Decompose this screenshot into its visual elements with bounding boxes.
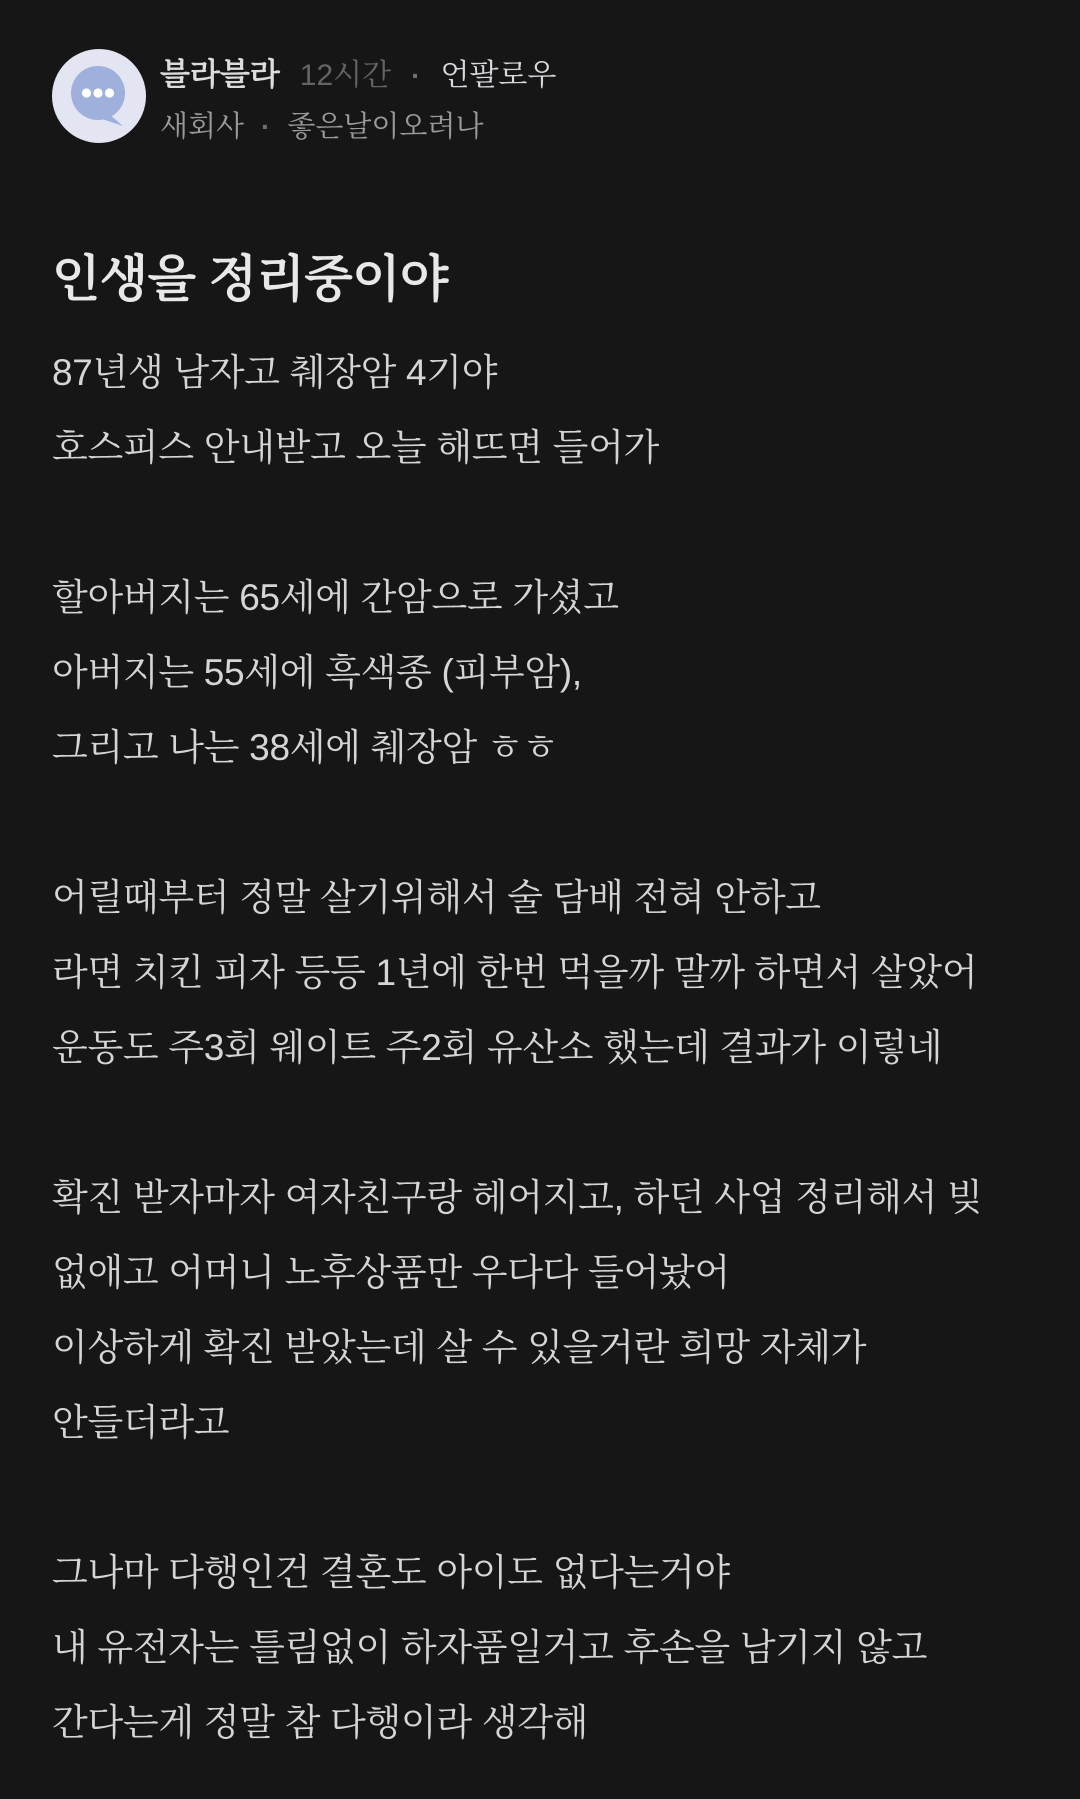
post-timestamp: 12시간: [299, 59, 392, 92]
post-body-line: 아버지는 55세에 흑색종 (피부암),: [52, 652, 582, 693]
post-body-line: 확진 받자마자 여자친구랑 헤어지고, 하던 사업 정리해서 빚: [52, 1177, 983, 1218]
post-body-line: 없애고 어머니 노후상품만 우다다 들어놨어: [52, 1252, 730, 1293]
company-name: 새회사: [160, 111, 245, 143]
post-body-line: [52, 485, 1040, 560]
post-body-line: 내 유전자는 틀림없이 하자품일거고 후손을 남기지 않고: [52, 1627, 928, 1668]
post-body-line: 어릴때부터 정말 살기위해서 술 담배 전혀 안하고: [52, 877, 821, 918]
topic-channel-link[interactable]: 좋은날이오려나: [287, 111, 484, 143]
speech-bubble-icon: [52, 49, 146, 143]
post-body-line: 안들더라고: [52, 1402, 230, 1443]
post-body-line: 간다는게 정말 참 다행이라 생각해: [52, 1702, 589, 1743]
post-body-line: 운동도 주3회 웨이트 주2회 유산소 했는데 결과가 이렇네: [52, 1027, 943, 1068]
user-header-row2: [160, 104, 556, 145]
avatar: [52, 49, 146, 143]
user-header: [0, 0, 1080, 145]
post-body-line: [52, 785, 1040, 860]
username: 블라블라: [160, 57, 280, 92]
post-body-line: 호스피스 안내받고 오늘 해뜨면 들어가: [52, 427, 659, 468]
post-body-line: 그나마 다행인건 결혼도 아이도 없다는거야: [52, 1552, 730, 1593]
post-body-line: [52, 1460, 1040, 1535]
post-title: 인생을 정리중이야: [52, 251, 448, 307]
unfollow-button[interactable]: 언팔로우: [440, 50, 556, 94]
dot-separator: ·: [261, 111, 271, 142]
post-body-line: 그리고 나는 38세에 췌장암 ㅎㅎ: [52, 727, 558, 768]
user-header-text: [160, 47, 556, 145]
user-header-row1: [160, 49, 556, 94]
post-body-line: [52, 1085, 1040, 1160]
post-body-line: 이상하게 확진 받았는데 살 수 있을거란 희망 자체가: [52, 1327, 867, 1368]
dot-separator: ·: [411, 60, 421, 91]
post-body: [52, 335, 1040, 1760]
post-body-line: 할아버지는 65세에 간암으로 가셨고: [52, 577, 619, 618]
post-body-line: 87년생 남자고 췌장암 4기야: [52, 352, 498, 393]
post-body-line: 라면 치킨 피자 등등 1년에 한번 먹을까 말까 하면서 살았어: [52, 952, 978, 993]
